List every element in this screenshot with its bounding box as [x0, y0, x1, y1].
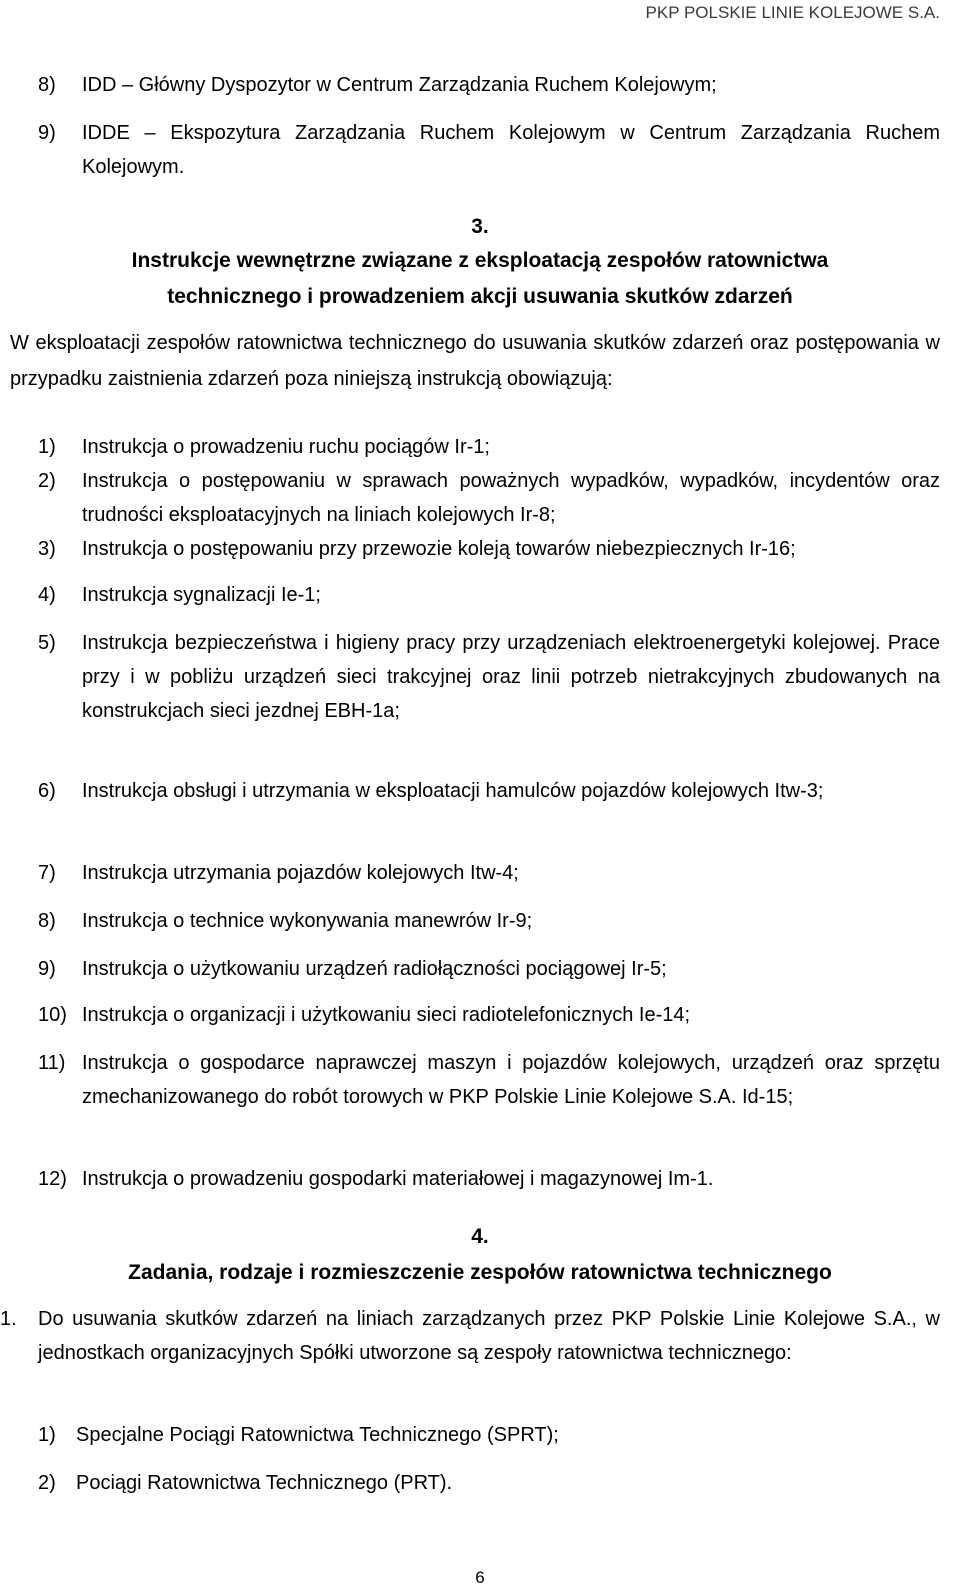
list-item-number: 9) — [38, 958, 56, 980]
list-item — [38, 1046, 940, 1114]
section-title-line-2: technicznego i prowadzeniem akcji usuwania skutków zdarzeń — [167, 285, 793, 308]
list-item — [38, 626, 940, 728]
list-item-text: Instrukcja utrzymania pojazdów kolejowych Itw-4; — [82, 862, 519, 884]
paragraph-text: Do usuwania skutków zdarzeń na liniach zarządzanych przez PKP Polskie Linie Kolejowe S.A., w jednostkach organizacyjnych Spółki utworzone są zespoły ratownictwa technicznego: — [38, 1308, 940, 1364]
list-item-number: 7) — [38, 862, 56, 884]
section-title-line-1: Instrukcje wewnętrzne związane z eksploatacją zespołów ratownictwa — [131, 249, 829, 272]
list-item-number: 12) — [38, 1168, 67, 1190]
list-item — [38, 1466, 940, 1500]
list-item-number: 1) — [38, 1424, 56, 1446]
list-item-number: 8) — [38, 910, 56, 932]
list-item-text: Specjalne Pociągi Ratownictwa Technicznego (SPRT); — [76, 1424, 559, 1446]
list-item-number: 10) — [38, 1004, 67, 1026]
list-item — [38, 952, 940, 986]
list-item-text: Instrukcja o postępowaniu przy przewozie koleją towarów niebezpiecznych Ir-16; — [82, 538, 796, 560]
list-item-text: Instrukcja o postępowaniu w sprawach poważnych wypadków, wypadków, incydentów oraz trudności eksploatacyjnych na liniach kolejowych Ir-8; — [82, 470, 940, 526]
list-item — [38, 116, 940, 184]
list-item-number: 5) — [38, 632, 56, 654]
list-item-text: Instrukcja o organizacji i użytkowaniu sieci radiotelefonicznych Ie-14; — [82, 1004, 691, 1026]
list-item-text: Instrukcja bezpieczeństwa i higieny pracy przy urządzeniach elektroenergetyki kolejowej. Prace przy i w pobliżu urządzeń sieci trakcyjnej oraz linii potrzeb nietrakcyjnych zbudowanych na konstrukcjach sieci jezdnej EBH-1a; — [82, 632, 940, 722]
list-item-text: Instrukcja o użytkowaniu urządzeń radiołączności pociągowej Ir-5; — [82, 958, 667, 980]
list-item-number: 9) — [38, 122, 56, 144]
paragraph-number: 1. — [0, 1308, 17, 1330]
list-item-text: IDD – Główny Dyspozytor w Centrum Zarządzania Ruchem Kolejowym; — [82, 74, 717, 96]
page-header: PKP POLSKIE LINIE KOLEJOWE S.A. — [645, 3, 940, 22]
list-item-text: Pociągi Ratownictwa Technicznego (PRT). — [76, 1472, 453, 1494]
list-item-number: 2) — [38, 1472, 56, 1494]
list-item — [38, 856, 940, 890]
section-number: 3. — [471, 215, 489, 238]
list-item-text: Instrukcja o gospodarce naprawczej maszyn i pojazdów kolejowych, urządzeń oraz sprzętu zmechanizowanego do robót torowych w PKP Polskie Linie Kolejowe S.A. Id-15; — [82, 1052, 940, 1108]
list-item-number: 4) — [38, 584, 56, 606]
list-item-number: 6) — [38, 780, 56, 802]
list-item-number: 3) — [38, 538, 56, 560]
list-item — [38, 904, 940, 938]
list-item — [38, 1162, 940, 1196]
list-item-text: Instrukcja o technice wykonywania manewrów Ir-9; — [82, 910, 533, 932]
list-item — [38, 464, 940, 532]
page-number: 6 — [475, 1568, 485, 1587]
list-item — [38, 998, 940, 1032]
list-item-text: Instrukcja sygnalizacji Ie-1; — [82, 584, 321, 606]
list-item-text: IDDE – Ekspozytura Zarządzania Ruchem Kolejowym w Centrum Zarządzania Ruchem Kolejowym. — [82, 122, 940, 178]
section-number: 4. — [471, 1225, 489, 1248]
list-item — [38, 430, 940, 464]
list-item-text: Instrukcja obsługi i utrzymania w eksploatacji hamulców pojazdów kolejowych Itw-3; — [82, 780, 824, 802]
list-item-text: Instrukcja o prowadzeniu ruchu pociągów Ir-1; — [82, 436, 490, 458]
list-item-number: 1) — [38, 436, 56, 458]
list-item-number: 8) — [38, 74, 56, 96]
list-item-number: 11) — [38, 1052, 66, 1074]
list-item — [38, 774, 940, 808]
list-item — [38, 532, 940, 566]
list-item-text: Instrukcja o prowadzeniu gospodarki materiałowej i magazynowej Im-1. — [82, 1168, 714, 1190]
list-item — [38, 68, 940, 102]
numbered-paragraph — [0, 1302, 940, 1370]
section-intro-paragraph: W eksploatacji zespołów ratownictwa technicznego do usuwania skutków zdarzeń oraz postępowania w przypadku zaistnienia zdarzeń poza niniejszą instrukcją obowiązują: — [10, 332, 940, 390]
list-item-number: 2) — [38, 470, 56, 492]
list-item — [38, 578, 940, 612]
list-item — [38, 1418, 940, 1452]
section-title: Zadania, rodzaje i rozmieszczenie zespołów ratownictwa technicznego — [128, 1261, 832, 1284]
